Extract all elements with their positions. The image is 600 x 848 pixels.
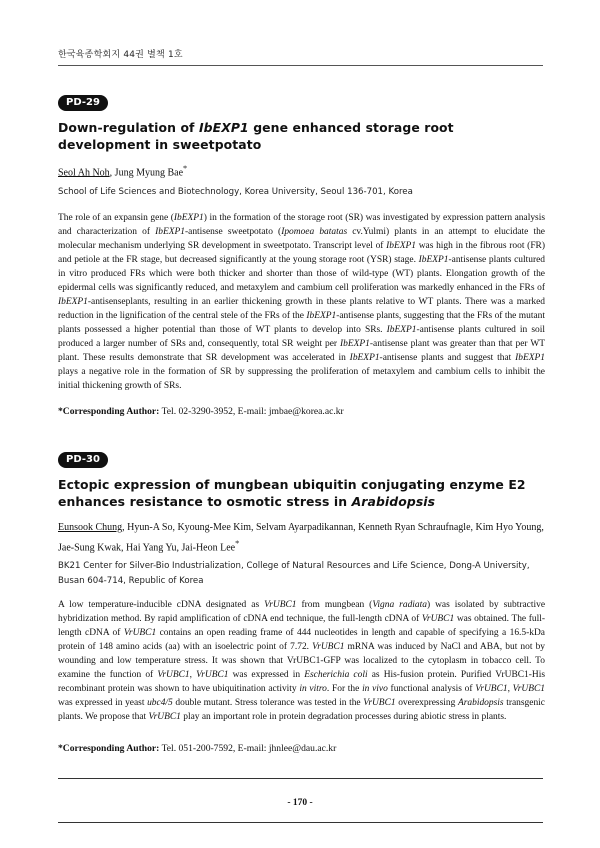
entry-title [58,476,538,510]
abstract-run: mRNA was induced by NaCl and ABA, but not by wounding and low temperature stress. It was shown that VrUBC1-GFP was localized to the cytoplasm in tobacco cell. To examine the function of [58,642,546,680]
corresponding-mark: * [183,164,188,173]
abstract-run: was expressed in yeast [58,698,148,708]
abstract-italic-run: IbEXP1 [155,227,185,237]
corresponding-author [58,406,344,417]
abstract-run: contains an open reading frame of 444 nucleotides in length and capable of specifying a 16.5-kDa protein of 148 amino acids (aa) with an isoelectric point of 7.72. [58,628,545,652]
abstract-italic-run: Arabidopsis [457,698,504,708]
abstract-italic-run: VrUBC1 [264,600,297,610]
abstract-run: transgenic plants. We propose that [58,698,545,722]
page-number: - 170 - [287,798,313,808]
abstract-italic-run: Vigna radiata [372,600,427,610]
abstract-italic-run: IbEXP1 [349,353,380,363]
abstract-run: overexpressing [395,698,458,708]
presenting-author: Seol Ah Noh [58,167,110,179]
abstract-italic-run: IbEXP1 [173,213,204,223]
title-text: gene enhanced storage root development in sweetpotato [58,120,454,152]
abstract-italic-run: VrUBC1 [312,642,345,652]
abstract-italic-run: IbEXP1 [58,297,88,307]
abstract-run: The role of an expansin gene ( [58,213,174,223]
abstract-italic-run: VrUBC1 [421,614,455,624]
abstract-run: double mutant. Stress tolerance was tested in the [172,698,364,708]
abstract-italic-run: VrUBC1 [157,670,190,680]
title-text: Ectopic expression of mungbean ubiquitin conjugating enzyme E2 enhances resistance to osmotic stress in [58,477,526,509]
abstract-italic-run: IbEXP1 [386,241,417,251]
corresponding-label: *Corresponding Author: [58,406,160,417]
corresponding-label: *Corresponding Author: [58,743,160,754]
abstract-italic-run: IbEXP1 [386,325,417,335]
abstract-run: -antisense sweetpotato ( [184,227,282,237]
abstract-run: , [507,684,513,694]
abstract-run: was obtained. The full-length cDNA of [58,614,545,638]
corresponding-author [58,743,336,754]
authors-text: , Jung Myung Bae [109,167,184,179]
abstract-italic-run: VrUBC1 [363,698,396,708]
corresponding-contact: Tel. 051-200-7592, E-mail: jhnlee@dau.ac.kr [159,743,337,754]
title-italic: Arabidopsis [351,494,436,509]
abstract-run: ) in the formation of the storage root (SR) was investigated by expression pattern analysis and characterization of [58,213,546,237]
abstract-run: . For the [326,684,363,694]
abstract-run: was high in the fibrous root (FR) and petiole at the FR stage, but decreased significantly at the young storage root (YSR) stage. [58,241,545,265]
abstract-italic-run: VrUBC1 [475,684,508,694]
affiliation: BK21 Center for Silver-Bio Industrialization, College of Natural Resources and Life Science, Dong-A University, Busan 604-714, Republic of Korea [58,561,530,586]
entry-title [58,119,538,153]
entry-badge: PD-30 [58,452,108,468]
author-list [58,161,545,181]
abstract-run: -antisense plants and suggest that [379,353,516,363]
footer-rule [58,778,543,779]
abstract-italic-run: VrUBC1 [196,670,229,680]
abstract-run: A low temperature-inducible cDNA designated as [58,600,265,610]
abstract-run: -antisense plant was greater than that per WT plant. These results demonstrate that SR development was accelerated in [58,339,545,363]
abstract-run: -antisenseplants, resulting in an earlier thickening growth in these plants relative to WT plants. There was a marked reduction in the lignification of the central stele of the FRs of the [58,297,545,321]
abstract-italic-run: ubc4/5 [147,698,173,708]
abstract-run: ) was isolated by subtractive hybridization method. By rapid amplification of cDNA end technique, the full-length cDNA of [58,600,546,624]
abstract [58,211,545,393]
abstract-italic-run: VrUBC1 [512,684,546,694]
abstract-italic-run: IbEXP1 [515,353,545,363]
title-italic: IbEXP1 [198,120,249,135]
abstract-run: from mungbean ( [296,600,373,610]
abstract-run: plays a negative role in the formation of SR by suppressing the proliferation of metaxylem and cambium cells to inhibit the initial thickening growth of SRs. [58,367,545,391]
abstract-run: play an important role in protein degradation processes during abiotic stress in plants. [180,712,507,722]
abstract-run: , [189,670,197,680]
entry-badge: PD-29 [58,95,108,111]
affiliation: School of Life Sciences and Biotechnology, Korea University, Seoul 136-701, Korea [58,187,413,197]
abstract-run: -antisense plants cultured in soil produced a larger number of SRs and, consequently, total SR weight per [58,325,545,349]
abstract-italic-run: IbEXP1 [340,339,370,349]
footer-rule [58,822,543,823]
authors-text: , Hyun-A So, Kyoung-Mee Kim, Selvam Ayarpadikannan, Kenneth Ryan Schraufnagle, Kim Hyo Young, Jae-Sung Kwak, Hai Yang Yu, Jai-Heon Lee [58,522,544,554]
abstract-run: cv.Yulmi) plants in an attempt to elucidate the molecular mechanism underlying SR development in sweetpotato. Transcript level of [58,227,545,251]
abstract [58,598,545,724]
corresponding-mark: * [235,539,240,548]
abstract-italic-run: in vitro [299,684,327,694]
presenting-author: Eunsook Chung [58,522,123,533]
abstract-italic-run: VrUBC1 [123,628,157,638]
abstract-italic-run: IbEXP1 [306,311,337,321]
title-text: Down-regulation of [58,120,199,135]
abstract-italic-run: VrUBC1 [148,712,181,722]
abstract-run: -antisense plants cultured in vitro produced FRs which were both thicker and shorter than those of wild-type (WT) plants. Elongation growth of the epidermal cells was significantly reduced, and metaxylem and cambium cell proliferation was markedly enhanced in the FRs of [58,255,545,293]
abstract-italic-run: Ipomoea batatas [281,227,348,237]
running-header: 한국육종학회지 44권 별책 1호 [58,50,183,60]
abstract-italic-run: Escherichia coli [304,670,368,680]
abstract-run: -antisense plants, suggesting that the FRs of the mutant plants possessed a higher potential than those of WT plants to develop into SRs. [58,311,545,335]
author-list [58,520,545,556]
abstract-run: functional analysis of [387,684,476,694]
header-rule [58,65,543,66]
abstract-italic-run: IbEXP1 [418,255,449,265]
abstract-run: as His-fusion protein. Purified VrUBC1-His recombinant protein was shown to have ubiquitination activity [58,670,545,694]
abstract-run: was expressed in [228,670,305,680]
corresponding-contact: Tel. 02-3290-3952, E-mail: jmbae@korea.ac.kr [159,406,344,417]
abstract-italic-run: in vivo [362,684,388,694]
